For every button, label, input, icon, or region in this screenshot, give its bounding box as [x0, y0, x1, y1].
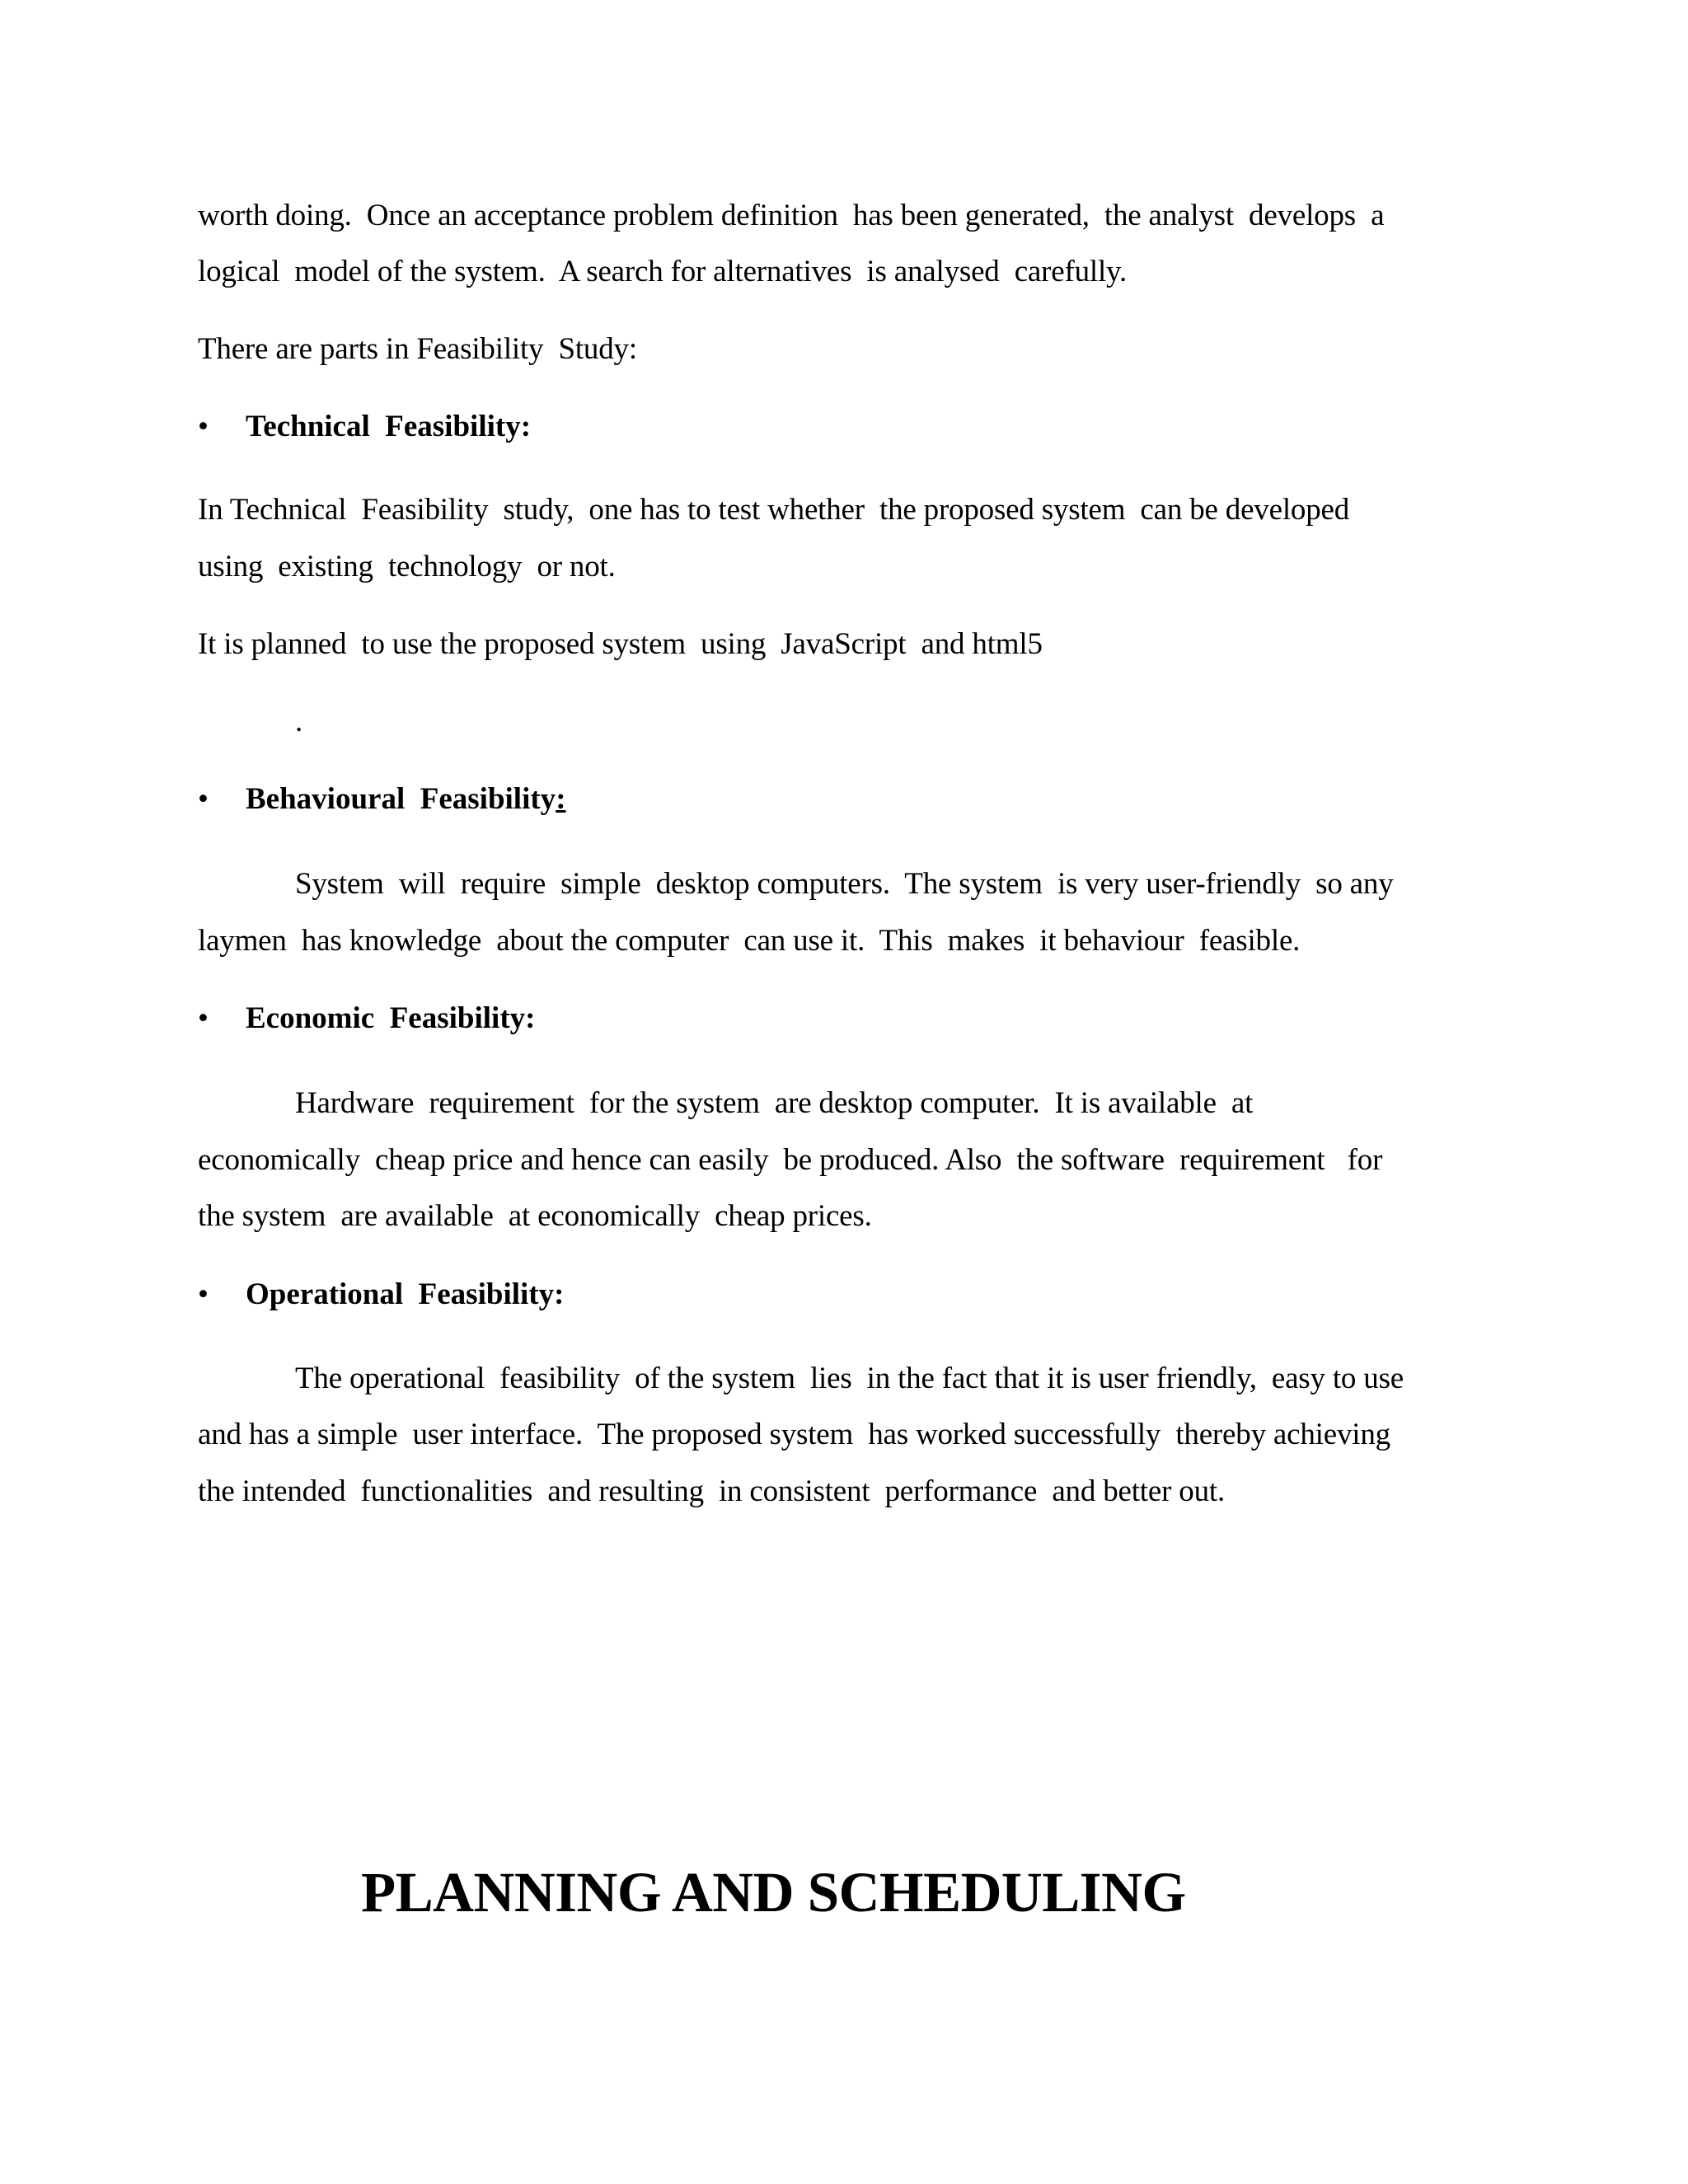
stray-period: . — [295, 705, 303, 738]
economic-line-1: Hardware requirement for the system are desktop computer. It is available at — [295, 1086, 1254, 1120]
technical-line-2: using existing technology or not. — [198, 550, 616, 583]
technical-line-1: In Technical Feasibility study, one has to test whether the proposed system can be developed — [198, 493, 1350, 527]
bullet-behavioural: • — [198, 782, 209, 816]
economic-line-2: economically cheap price and hence can easily be produced. Also the software requirement for — [198, 1143, 1383, 1177]
operational-line-1: The operational feasibility of the system lies in the fact that it is user friendly, easy to use — [295, 1361, 1404, 1395]
heading-technical-feasibility: Technical Feasibility: — [246, 410, 532, 443]
bullet-economic: • — [198, 1001, 209, 1035]
operational-line-2: and has a simple user interface. The proposed system has worked successfully thereby achieving — [198, 1418, 1390, 1451]
heading-economic-feasibility: Economic Feasibility: — [246, 1001, 536, 1035]
heading-behavioural-feasibility — [246, 784, 566, 814]
heading-operational-feasibility: Operational Feasibility: — [246, 1277, 565, 1311]
bullet-operational: • — [198, 1277, 209, 1311]
technical-line-3: It is planned to use the proposed system using JavaScript and html5 — [198, 627, 1043, 661]
heading-behavioural-colon: : — [556, 782, 566, 816]
intro-line-3: There are parts in Feasibility Study: — [198, 332, 637, 366]
section-title-planning-and-scheduling: PLANNING AND SCHEDULING — [361, 1861, 1186, 1924]
behavioural-line-1: System will require simple desktop computers. The system is very user-friendly so any — [295, 867, 1394, 901]
bullet-technical: • — [198, 410, 209, 443]
intro-line-2: logical model of the system. A search for alternatives is analysed carefully. — [198, 255, 1128, 288]
intro-line-1: worth doing. Once an acceptance problem definition has been generated, the analyst develops a — [198, 199, 1385, 232]
heading-behavioural-text: Behavioural Feasibility — [246, 782, 556, 816]
operational-line-3: the intended functionalities and resulting in consistent performance and better out. — [198, 1474, 1225, 1508]
behavioural-line-2: laymen has knowledge about the computer can use it. This makes it behaviour feasible. — [198, 924, 1301, 958]
economic-line-3: the system are available at economically cheap prices. — [198, 1199, 872, 1233]
